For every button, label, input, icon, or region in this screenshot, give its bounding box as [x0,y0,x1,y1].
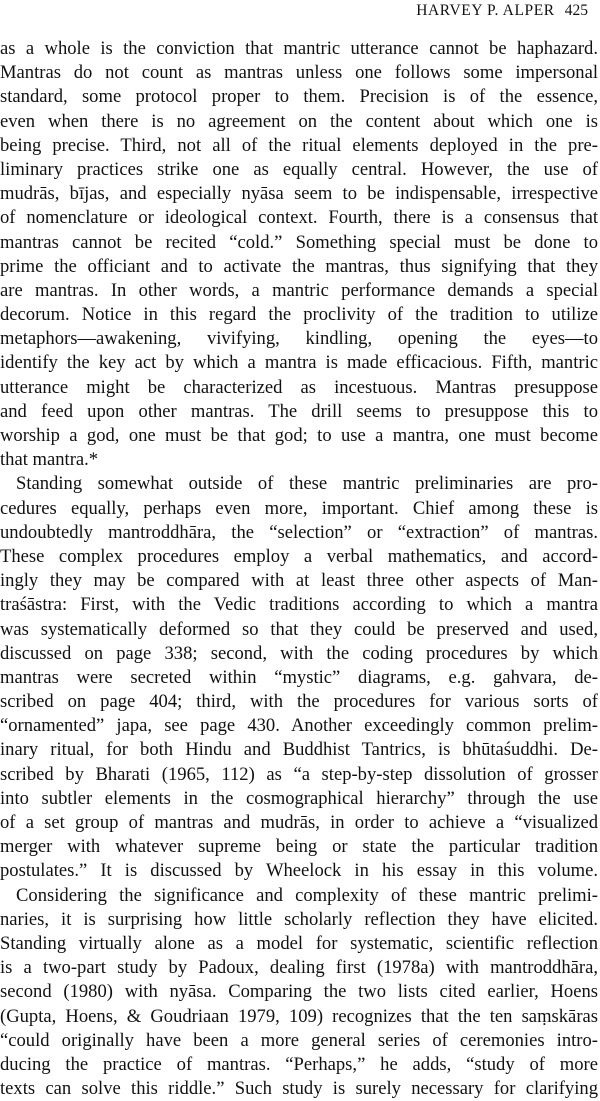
text-line: (Gupta, Hoens, & Goudriaan 1979, 109) recognizes that the ten saṃskāras [0,1005,598,1027]
text-line: inary ritual, for both Hindu and Buddhist Tantrics, is bhūtaśuddhi. De- [0,739,598,761]
text-line: “ornamented” japa, see page 430. Another exceedingly common prelim- [0,715,598,737]
text-line: postulates.” It is discussed by Wheelock in his essay in this volume. [0,860,598,882]
text-line: naries, it is surprising how little scholarly reflection they have elicited. [0,908,598,930]
text-line: Standing virtually alone as a model for systematic, scientific reflection [0,932,598,954]
text-line: cedures equally, perhaps even more, important. Chief among these is [0,497,598,519]
text-line: “could originally have been a more general series of ceremonies intro- [0,1029,598,1051]
text-line: even when there is no agreement on the content about which one is [0,110,598,132]
text-line: standard, some protocol proper to them. Precision is of the essence, [0,86,598,108]
text-line: discussed on page 338; second, with the coding procedures by which [0,642,598,664]
text-line: are mantras. In other words, a mantric performance demands a special [0,279,598,301]
running-head-author: HARVEY P. ALPER [416,2,555,19]
text-line: texts can solve this riddle.” Such study is surely necessary for clarifying [0,1078,598,1100]
text-line: ducing the practice of mantras. “Perhaps,” he adds, “study of more [0,1053,598,1075]
text-line: of a set group of mantras and mudrās, in order to achieve a “visualized [0,812,598,833]
text-line: These complex procedures employ a verbal mathematics, and accord- [0,545,598,567]
text-line: scribed by Bharati (1965, 112) as “a step-by-step dissolution of grosser [0,763,598,785]
text-line: decorum. Notice in this regard the proclivity of the tradition to utilize [0,304,598,326]
body-text [0,37,598,1101]
text-line: and feed upon other mantras. The drill seems to presuppose this to [0,400,598,422]
text-line: Mantras do not count as mantras unless one follows some impersonal [0,62,598,84]
text-line: worship a god, one must be that god; to use a mantra, one must become [0,425,598,446]
text-line: mantras were secreted within “mystic” diagrams, e.g. gahvara, de- [0,666,598,688]
text-line: is a two-part study by Padoux, dealing first (1978a) with mantroddhāra, [0,957,598,979]
text-line: that mantra.* [0,449,99,471]
text-line: prime the officiant and to activate the mantras, thus signifying that they [0,255,598,277]
text-line: mudrās, bījas, and especially nyāsa seem to be indispensable, irrespective [0,183,598,205]
text-line: liminary practices strike one as equally central. However, the use of [0,158,598,180]
text-line: scribed on page 404; third, with the procedures for various sorts of [0,691,598,713]
page-number: 425 [564,2,588,19]
text-line: undoubtedly mantroddhāra, the “selection” or “extraction” of mantras. [0,521,598,543]
text-line: traśāstra: First, with the Vedic traditions according to which a mantra [0,594,598,616]
running-head [416,2,588,20]
text-line: mantras cannot be recited “cold.” Something special must be done to [0,231,598,253]
text-line: second (1980) with nyāsa. Comparing the two lists cited earlier, Hoens [0,981,598,1003]
text-line: Standing somewhat outside of these mantric preliminaries are pro- [16,473,598,495]
text-line: merger with whatever supreme being or state the particular tradition [0,836,598,858]
text-line: metaphors—awakening, vivifying, kindling, opening the eyes—to [0,328,598,350]
text-line: was systematically deformed so that they could be preserved and used, [0,618,598,640]
text-line: ingly they may be compared with at least three other aspects of Man- [0,570,598,592]
text-line: Considering the significance and complexity of these mantric prelimi- [16,884,598,906]
text-line: utterance might be characterized as incestuous. Mantras presuppose [0,376,598,398]
text-line: into subtler elements in the cosmographical hierarchy” through the use [0,787,598,809]
text-line: being precise. Third, not all of the ritual elements deployed in the pre- [0,134,598,156]
text-line: as a whole is the conviction that mantric utterance cannot be haphazard. [0,38,598,59]
text-line: identify the key act by which a mantra is made efficacious. Fifth, mantric [0,352,598,374]
text-line: of nomenclature or ideological context. Fourth, there is a consensus that [0,207,598,229]
